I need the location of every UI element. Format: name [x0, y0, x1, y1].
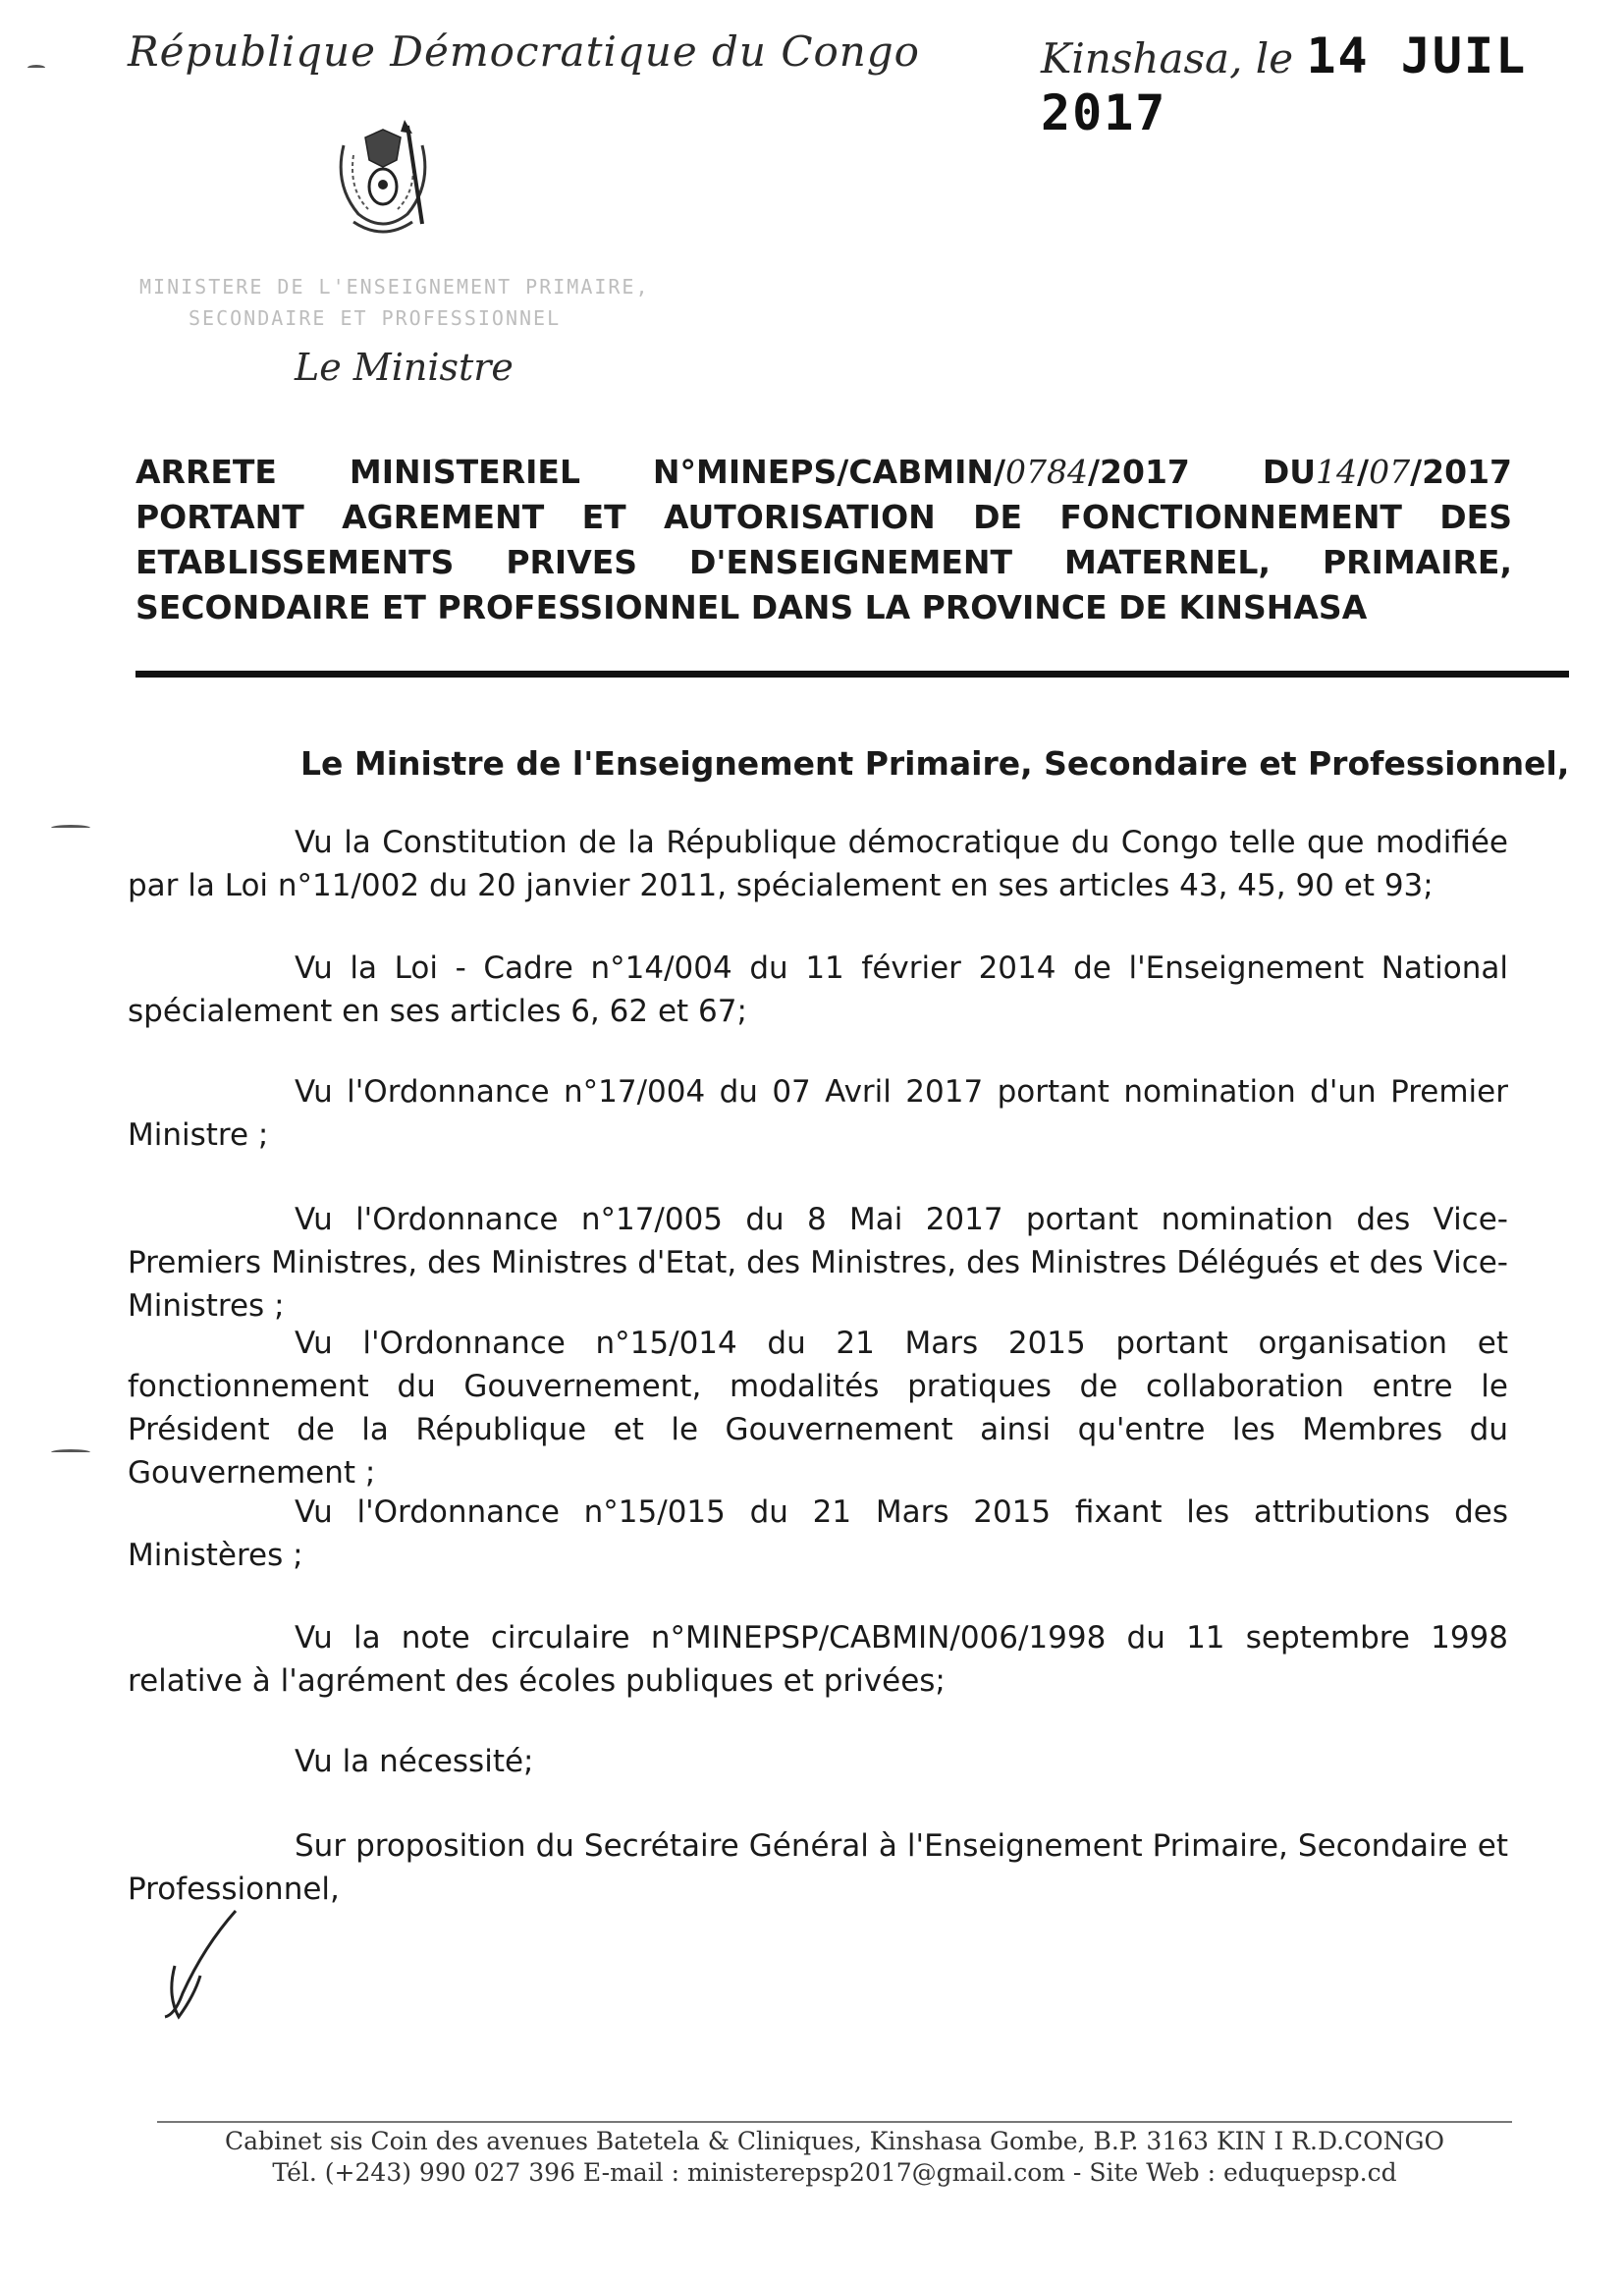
footer-address: Cabinet sis Coin des avenues Batetela & Cliniques, Kinshasa Gombe, B.P. 3163 KIN I R.D.CONGO [224, 2127, 1445, 2155]
paragraph-text: Vu la nécessité; [295, 1744, 534, 1779]
decree-year: /2017 [1410, 453, 1512, 491]
title-divider [135, 671, 1569, 678]
margin-mark [27, 65, 45, 71]
minister-label: Le Ministre [295, 346, 514, 389]
decree-day-handwritten: 14 [1316, 453, 1358, 491]
margin-mark [51, 1449, 90, 1455]
considerant-paragraph [128, 1824, 1508, 1911]
decree-title-line-3: ETABLISSEMENTS PRIVES D'ENSEIGNEMENT MATERNEL, PRIMAIRE, [135, 543, 1512, 581]
margin-mark [51, 825, 90, 831]
considerant-paragraph [128, 1491, 1508, 1577]
decree-title-line-1: ARRETE MINISTERIEL N°MINEPS/CABMIN/0784/2017 DU14/07/2017 [135, 453, 1512, 491]
decree-title [135, 450, 1512, 585]
place-date-prefix: Kinshasa, le [1041, 34, 1294, 82]
date-stamp: 14 JUIL 2017 [1041, 27, 1528, 141]
decree-date-prefix: /2017 DU [1088, 453, 1317, 491]
footer-contact: Tél. (+243) 990 027 396 E-mail : ministerepsp2017@gmail.com - Site Web : eduquepsp.cd [272, 2158, 1397, 2187]
paragraph-text: Vu l'Ordonnance n°17/004 du 07 Avril 2017 portant nomination d'un Premier Ministre ; [128, 1074, 1508, 1153]
considerant-paragraph [128, 1740, 1508, 1783]
ministry-line-1: MINISTERE DE L'ENSEIGNEMENT PRIMAIRE, [139, 275, 650, 299]
footer-divider [157, 2121, 1512, 2123]
decree-number-prefix: ARRETE MINISTERIEL N°MINEPS/CABMIN/ [135, 453, 1006, 491]
paragraph-text: Vu la note circulaire n°MINEPSP/CABMIN/006/1998 du 11 septembre 1998 relative à l'agrément des écoles publiques et privées; [128, 1620, 1508, 1699]
paragraph-text: Vu l'Ordonnance n°15/015 du 21 Mars 2015 fixant les attributions des Ministères ; [128, 1494, 1508, 1573]
decree-title-line-4: SECONDAIRE ET PROFESSIONNEL DANS LA PROVINCE DE KINSHASA [135, 588, 1368, 626]
decree-month-handwritten: 07 [1369, 453, 1411, 491]
considerant-paragraph [128, 1198, 1508, 1328]
initials-signature-icon [145, 1907, 253, 2025]
paragraph-text: Vu la Constitution de la République démocratique du Congo telle que modifiée par la Loi n°11/002 du 20 janvier 2011, spécialement en ses articles 43, 45, 90 et 93; [128, 825, 1508, 903]
considerant-paragraph [128, 1616, 1508, 1703]
place-date [1041, 27, 1624, 141]
minister-subtitle: Le Ministre de l'Enseignement Primaire, Secondaire et Professionnel, [300, 744, 1570, 783]
ministry-line-2: SECONDAIRE ET PROFESSIONNEL [189, 306, 562, 330]
republic-heading: République Démocratique du Congo [128, 27, 920, 76]
decree-number-handwritten: 0784 [1005, 453, 1088, 491]
decree-title-line-2: PORTANT AGREMENT ET AUTORISATION DE FONCTIONNEMENT DES [135, 498, 1512, 536]
paragraph-text: Vu l'Ordonnance n°17/005 du 8 Mai 2017 portant nomination des Vice-Premiers Ministres, des Ministres d'Etat, des Ministres, des Ministres Délégués et des Vice-Ministres ; [128, 1202, 1508, 1324]
considerant-paragraph [128, 821, 1508, 907]
paragraph-text: Vu l'Ordonnance n°15/014 du 21 Mars 2015 portant organisation et fonctionnement du Gouvernement, modalités pratiques de collaboration entre le Président de la République et le Gouvernement ainsi qu'entre les Membres du Gouvernement ; [128, 1326, 1508, 1491]
paragraph-text: Sur proposition du Secrétaire Général à l'Enseignement Primaire, Secondaire et Professionnel, [128, 1828, 1508, 1907]
considerant-paragraph [128, 1070, 1508, 1157]
paragraph-text: Vu la Loi - Cadre n°14/004 du 11 février 2014 de l'Enseignement National spécialement en ses articles 6, 62 et 67; [128, 950, 1508, 1029]
considerant-paragraph [128, 1322, 1508, 1494]
coat-of-arms-icon [314, 116, 452, 244]
considerant-paragraph [128, 947, 1508, 1033]
